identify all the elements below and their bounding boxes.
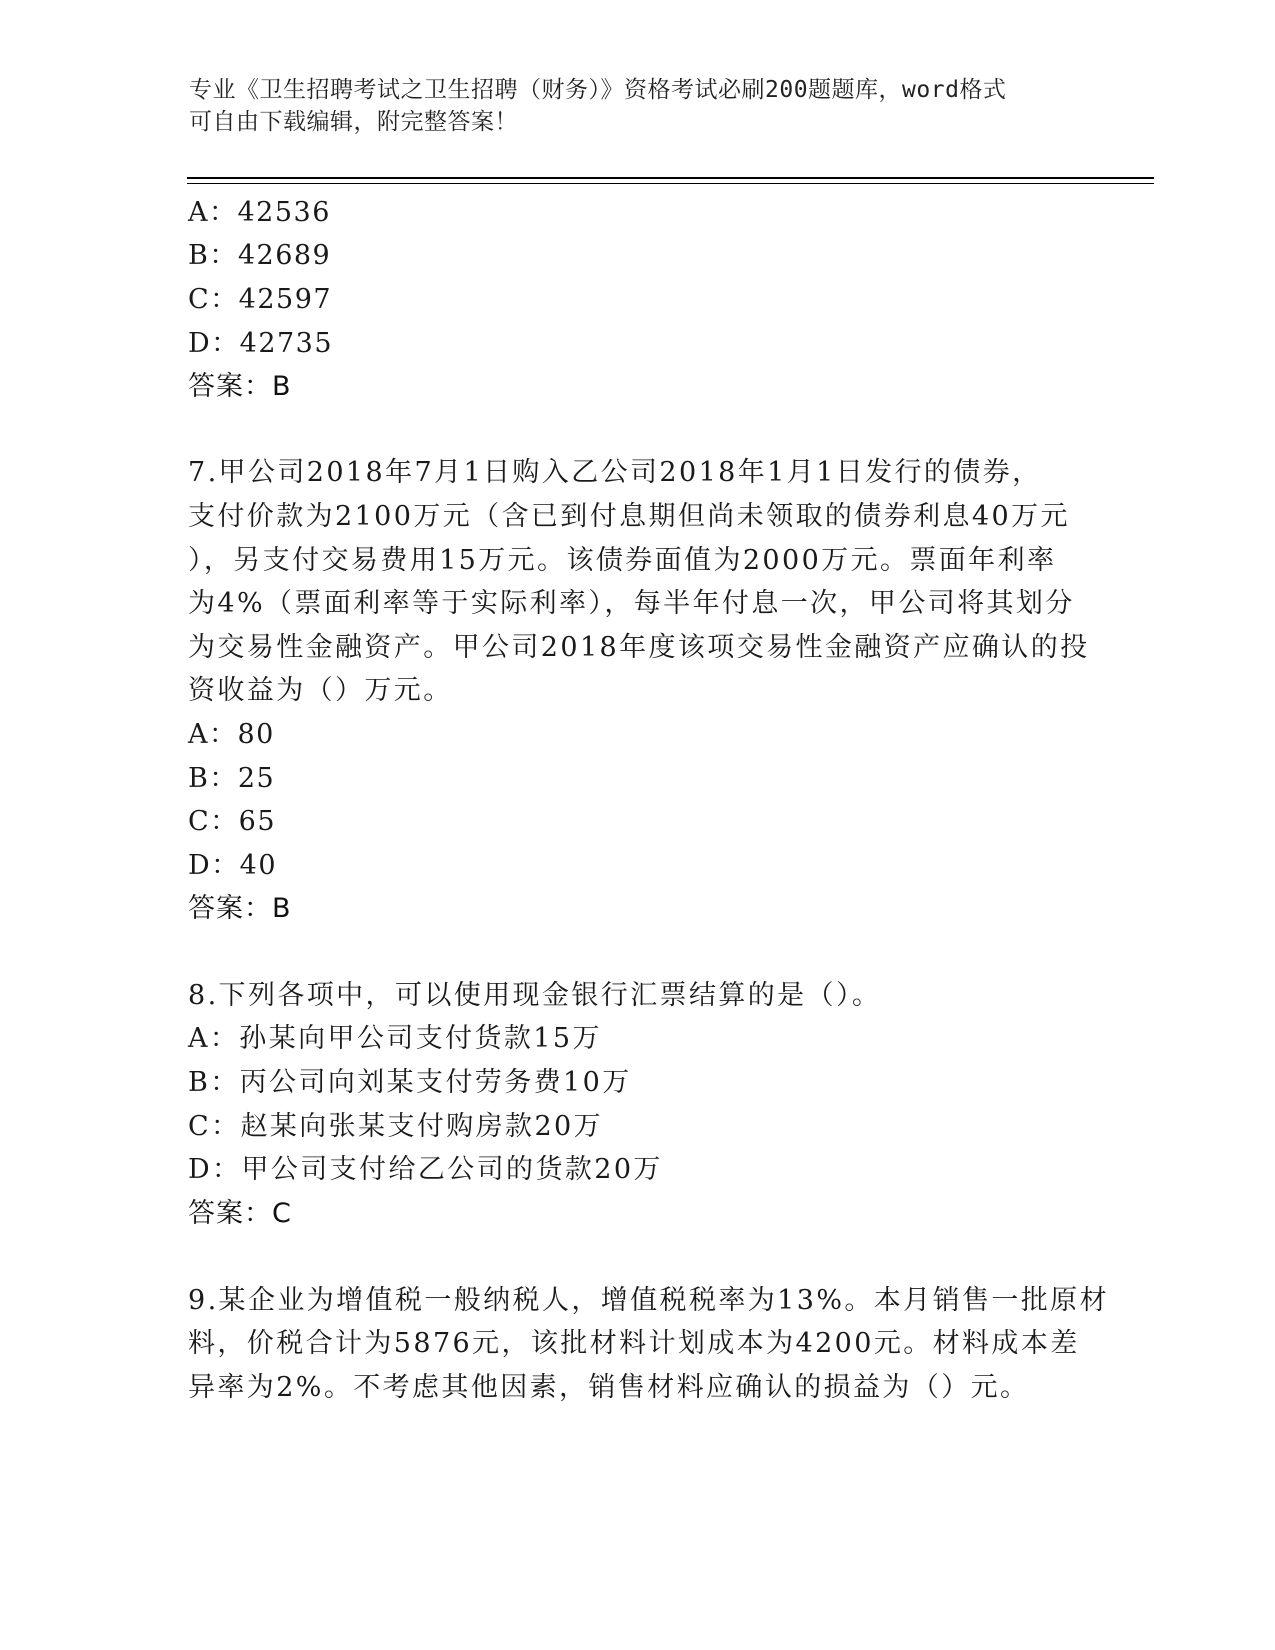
q8-option-b: B：丙公司向刘某支付劳务费10万 xyxy=(188,1067,632,1098)
q8-option-c: C：赵某向张某支付购房款20万 xyxy=(188,1111,604,1142)
q7-option-a: A：80 xyxy=(188,719,275,750)
q6-option-d: D：42735 xyxy=(188,328,334,359)
q7-line-2: 支付价款为2100万元（含已到付息期但尚未领取的债券利息40万元 xyxy=(188,501,1070,532)
q8-option-a: A：孙某向甲公司支付货款15万 xyxy=(188,1023,602,1054)
q7-line-5: 为交易性金融资产。甲公司2018年度该项交易性金融资产应确认的投 xyxy=(188,632,1090,663)
q6-option-a: A：42536 xyxy=(188,197,331,228)
q9-line-1: 9.某企业为增值税一般纳税人，增值税税率为13%。本月销售一批原材 xyxy=(188,1285,1109,1316)
header-line-2: 可自由下载编辑，附完整答案！ xyxy=(189,109,518,135)
q6-option-c: C：42597 xyxy=(188,284,333,315)
header-rule-thin xyxy=(187,183,1154,184)
header-line-1: 专业《卫生招聘考试之卫生招聘（财务）》资格考试必刷200题题库，word格式 xyxy=(189,77,1007,103)
q7-option-c: C：65 xyxy=(188,806,277,837)
q9-line-3: 异率为2%。不考虑其他因素，销售材料应确认的损益为（）元。 xyxy=(188,1372,1030,1403)
q8-answer: 答案：C xyxy=(188,1198,292,1229)
q8-option-d: D：甲公司支付给乙公司的货款20万 xyxy=(188,1154,663,1185)
q7-line-4: 为4%（票面利率等于实际利率），每半年付息一次，甲公司将其划分 xyxy=(188,588,1075,619)
q9-line-2: 料，价税合计为5876元，该批材料计划成本为4200元。材料成本差 xyxy=(188,1328,1080,1359)
q7-option-b: B：25 xyxy=(188,763,276,794)
q8-question: 8.下列各项中，可以使用现金银行汇票结算的是（）。 xyxy=(188,980,882,1011)
q6-answer: 答案：B xyxy=(188,371,292,402)
header-rule-thick xyxy=(187,177,1154,179)
q7-line-3: ），另支付交易费用15万元。该债券面值为2000万元。票面年利率 xyxy=(188,545,1057,576)
document-header xyxy=(189,74,1069,138)
q7-answer: 答案：B xyxy=(188,893,292,924)
q6-option-b: B：42689 xyxy=(188,240,332,271)
q7-line-6: 资收益为（）万元。 xyxy=(188,675,453,706)
q7-option-d: D：40 xyxy=(188,850,278,881)
q7-line-1: 7.甲公司2018年7月1日购入乙公司2018年1月1日发行的债券， xyxy=(188,457,1042,488)
